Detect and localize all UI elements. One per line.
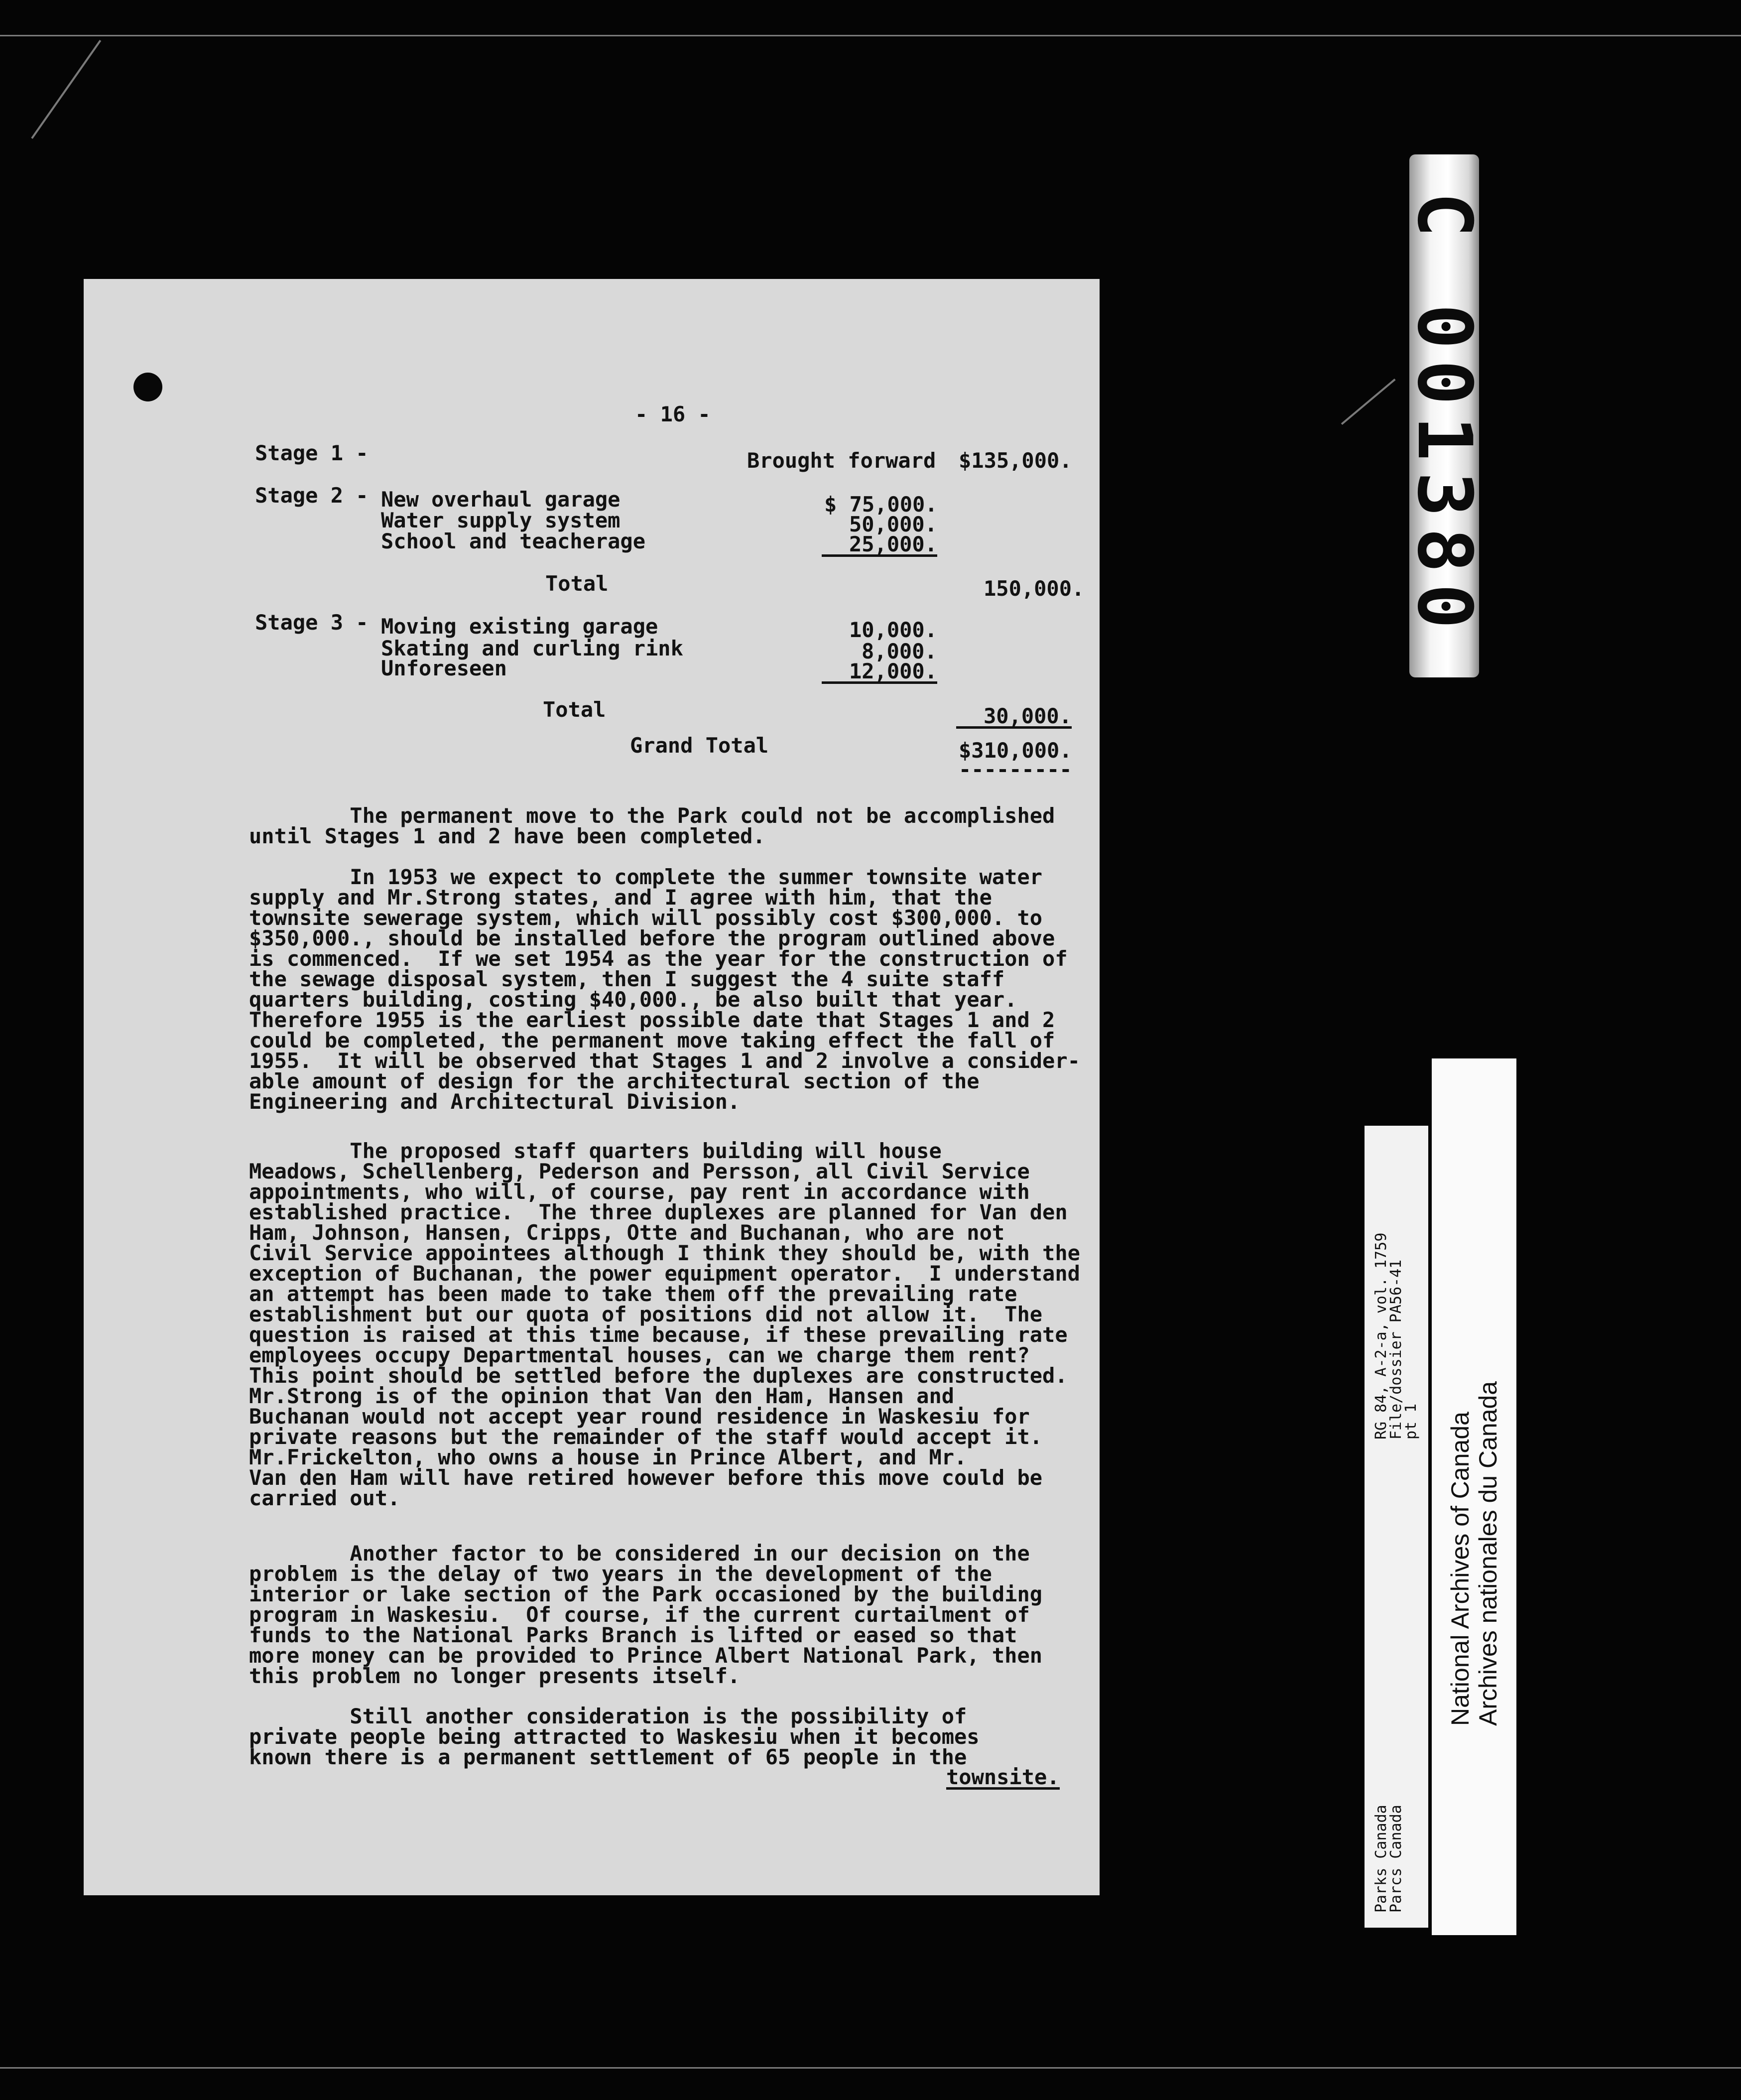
page-number: - 16 - [635, 402, 711, 426]
film-bottom-edge [0, 2067, 1741, 2069]
reference-line2: File/dossier PA56-41 [1387, 1259, 1405, 1440]
stage3-item-amount: 12,000. [822, 661, 937, 684]
reference-line1: RG 84, A-2-a, vol. 1759 [1372, 1232, 1390, 1440]
film-scratch [1341, 379, 1396, 425]
paragraph-1953-plans: In 1953 we expect to complete the summer townsite water supply and Mr.Strong states, and I agree with him, that the townsite sewerage system, which will possibly cost $300,000. to $350,000., should be installed before the program outlined above is commenced. If we set 1954 as the year for the construction of the sewage disposal system, then I suggest the 4 suite staff quarters building, costing $40,000., be also built that year. Therefore 1955 is the earliest possible date that Stages 1 and 2 could be completed, the permanent move taking effect the fall of 1955. It will be observed that Stages 1 and 2 involve a consider- able amount of design for the architectural section of the Engineering and Architectural Division. [249, 865, 1080, 1114]
stage1-label: Stage 1 - [255, 441, 369, 465]
stage2-item-amount: 25,000. [822, 534, 937, 557]
paragraph-permanent-move: The permanent move to the Park could not be accomplished until Stages 1 and 2 have been completed. [249, 803, 1055, 848]
grand-total-label: Grand Total [630, 733, 769, 758]
last-word: townsite. [946, 1765, 1060, 1789]
paragraph-another-factor: Another factor to be considered in our decision on the problem is the delay of two years in the development of the interior or lake section of the Park occasioned by the building program in Waskesiu. Of course, if the current curtailment of funds to the National Parks Branch is lifted or eased so that more money can be provided to Prince Albert National Park, then this problem no longer presents itself. [249, 1541, 1043, 1688]
archive-reference-label [1365, 1126, 1428, 1928]
frame-number: C 001380 [1401, 192, 1488, 640]
film-top-edge [0, 35, 1741, 36]
stage2-total-amount: 150,000. [984, 576, 1085, 601]
stage3-item-name: Moving existing garage [381, 614, 658, 639]
national-archives-label [1432, 1058, 1516, 1935]
stage3-item-amount: 10,000. [849, 618, 938, 642]
stage2-item-name: Water supply system [381, 508, 621, 532]
archives-en: National Archives of Canada [1446, 1412, 1474, 1726]
brought-forward-amount: $135,000. [959, 448, 1072, 473]
grand-total-amount: $310,000. [959, 738, 1072, 763]
grand-total-rule: --------- [959, 757, 1072, 782]
reference-line3: pt 1 [1402, 1403, 1420, 1440]
archives-fr: Archives nationales du Canada [1474, 1381, 1502, 1726]
film-scratch [31, 40, 101, 139]
source-fr: Parcs Canada [1387, 1805, 1405, 1913]
stage3-total-amount: 30,000. [956, 706, 1072, 729]
stage2-label: Stage 2 - [255, 483, 369, 508]
stage3-item-amount: 8,000. [862, 639, 937, 663]
paragraph-staff-quarters: The proposed staff quarters building will house Meadows, Schellenberg, Pederson and Persson, all Civil Service appointments, who will, of course, pay rent in accordance with established practice. The three duplexes are planned for Van den Ham, Johnson, Hansen, Cripps, Otte and Buchanan, who are not Civil Service appointees although I think they should be, with the exception of Buchanan, the power equipment operator. I understand an attempt has been made to take them off the prevailing rate establishment but our quota of positions did not allow it. The question is raised at this time because, if these prevailing rate employees occupy Departmental houses, can we charge them rent? This point should be settled before the duplexes are constructed. Mr.Strong is of the opinion that Van den Ham, Hansen and Buchanan would not accept year round residence in Waskesiu for private reasons but the remainder of the staff would accept it. Mr.Frickelton, who owns a house in Prince Albert, and Mr. Van den Ham will have retired however before this move could be carried out. [249, 1139, 1080, 1510]
stage2-item-amount: 50,000. [849, 512, 938, 536]
stage3-item-name: Unforeseen [381, 656, 507, 680]
frame-number-strip [1401, 154, 1488, 677]
stage2-item-name: School and teacherage [381, 529, 646, 553]
source-en: Parks Canada [1372, 1805, 1390, 1913]
stage3-total-label: Total [543, 697, 606, 722]
stage2-item-name: New overhaul garage [381, 487, 621, 512]
paragraph-still-another: Still another consideration is the possibility of private people being attracted to Waskesiu when it becomes known there is a permanent settlement of 65 people in the [249, 1704, 980, 1769]
stage3-item-name: Skating and curling rink [381, 636, 683, 660]
stage2-item-amount: $ 75,000. [824, 492, 938, 517]
stage3-label: Stage 3 - [255, 610, 369, 635]
stage2-total-label: Total [545, 571, 609, 596]
brought-forward-label: Brought forward [747, 448, 936, 473]
punch-hole [133, 373, 162, 401]
